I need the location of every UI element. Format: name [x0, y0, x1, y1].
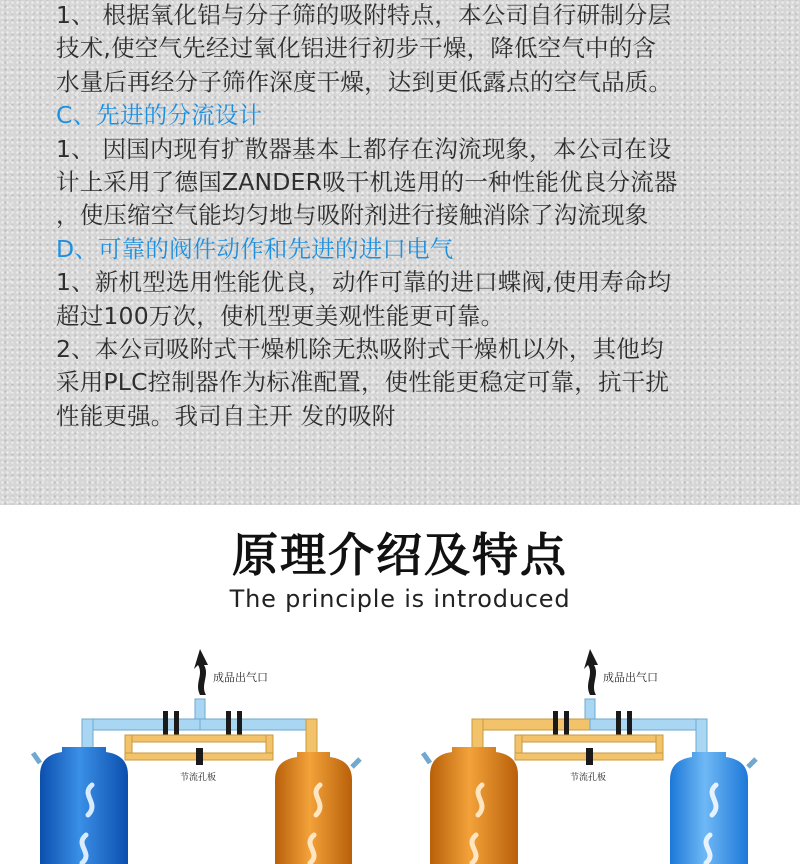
section-header [0, 505, 800, 635]
left-orifice-label: 节流孔板 [180, 773, 217, 783]
airflow-icon [472, 835, 476, 863]
text-line: 超过100万次，使机型更美观性能更可靠。 [56, 301, 505, 330]
airflow-icon [706, 835, 710, 863]
section-heading: D、可靠的阀件动作和先进的进口电气 [56, 234, 454, 263]
valve-icon [553, 711, 558, 737]
airflow-icon [310, 835, 314, 863]
valve-icon [616, 711, 621, 737]
dryer-principle-diagram [0, 635, 800, 864]
left-outlet-label: 成品出气口 [213, 671, 268, 684]
valve-icon [163, 711, 168, 737]
valve-icon [226, 711, 231, 737]
body-text [56, 0, 756, 433]
section-subtitle: The principle is introduced [229, 585, 571, 613]
upper-pipe-left [82, 719, 200, 730]
text-line: ，使压缩空气能均匀地与吸附剂进行接触消除了沟流现象 [56, 201, 649, 230]
upper-pipe-right [590, 719, 706, 730]
section-heading: C、先进的分流设计 [56, 101, 263, 130]
text-line: 计上采用了德国ZANDER吸干机选用的一种性能优良分流器 [56, 167, 678, 196]
text-line: 水量后再经分子筛作深度干燥，达到更低露点的空气品质。 [56, 67, 673, 96]
outlet-arrow-icon [194, 649, 208, 695]
outlet-arrow-icon [584, 649, 598, 695]
outlet-pipe [585, 699, 595, 721]
text-line: 2、本公司吸附式干燥机除无热吸附式干燥机以外，其他均 [56, 334, 664, 363]
right-outlet-label: 成品出气口 [603, 671, 658, 684]
text-line: 性能更强。我司自主开 发的吸附 [56, 401, 396, 430]
orifice-plate-icon [586, 748, 593, 765]
text-line: 1、新机型选用性能优良，动作可靠的进口蝶阀,使用寿命均 [56, 268, 672, 297]
right-orifice-label: 节流孔板 [570, 773, 607, 783]
valve-icon [627, 711, 632, 737]
valve-icon [237, 711, 242, 737]
upper-pipe-right [200, 719, 316, 730]
upper-pipe-left [472, 719, 590, 730]
purge-pipe [515, 735, 663, 742]
text-line: 1、 因国内现有扩散器基本上都存在沟流现象，本公司在设 [56, 134, 672, 163]
valve-icon [174, 711, 179, 737]
outlet-pipe [195, 699, 205, 721]
purge-pipe [125, 735, 273, 742]
right-diagram [423, 649, 756, 864]
valve-icon [564, 711, 569, 737]
text-line: 采用PLC控制器作为标准配置，使性能更稳定可靠，抗干扰 [56, 368, 670, 397]
orifice-plate-icon [196, 748, 203, 765]
airflow-icon [82, 835, 86, 863]
left-diagram [33, 649, 360, 864]
text-line: 技术,使空气先经过氧化铝进行初步干燥，降低空气中的含 [56, 34, 657, 63]
text-line: 1、 根据氧化铝与分子筛的吸附特点，本公司自行研制分层 [56, 1, 672, 29]
section-title: 原理介绍及特点 [232, 528, 568, 582]
